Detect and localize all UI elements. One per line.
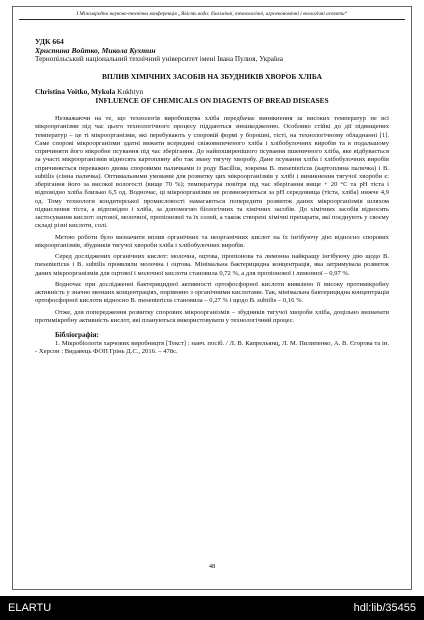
p1-line: високих температур не всі мікроорганізми під час цього технологічного процесу <box>35 115 389 131</box>
udk-code: УДК 664 <box>35 37 64 46</box>
p5-line: використовувати у технологічний процес. <box>176 316 295 324</box>
p1-line: температура повітря під час зберігання вище + 20 °С та рН тіста і відповідно хліба <box>35 181 389 197</box>
p5-line: хвороби хліба, доцільно визначати протимікробну активність кислот, які плануються <box>35 308 390 324</box>
p1-line: псування хліба і хлібобулочних виробів спричиняється переважно двома споровими <box>35 156 389 172</box>
p1-line: близько 6,5 од. Водночас, ці мікроорганізми не розмножуються за рН середовища <box>84 189 320 197</box>
p5-line: Отже, для попередження розвитку спорових мікроорганізмів – збудників тягучої <box>55 308 288 316</box>
p1-line: виникнення тягучої хвороби є: зберігання його за високої вологості (вище 70 %); <box>35 172 390 188</box>
running-header: I Міжнародна науково-технічна конференція „Якість води: біохімічні, технологічні, агроекономічні і екологічні аспекти“ <box>76 11 348 17</box>
p4-line: Водночас при дослідженні бактерицидної активності ортофосфорної кислоти <box>55 280 285 288</box>
p4-line: ортофосфорної кислоти відносно B. mesentericus становила – 0,27 % і щодо B. subtilis – <box>35 297 282 305</box>
bibliography-item <box>35 340 389 357</box>
p1-line: паличками із роду Bacillus, зокрема B. mesentericus (картоплянa паличка) і B. subtilis <box>35 164 389 180</box>
authors-en-bold: Christina Voitko, Mykola <box>35 87 116 96</box>
p1-line: (сінна паличка). Оптимальними умовами для розвитку цих мікроорганізмів у хлібі і <box>56 172 299 180</box>
p1-line: хліба, за допомогою біологічних та хімічних засобів. До хімічних засобів відносять <box>136 205 389 213</box>
repository-name: ELARTU <box>8 602 52 614</box>
p1-line: хліба і хлібобулочних виробів та в подальшому спричиняти його мікробне псування під <box>35 139 389 155</box>
p1-line: (тіста, хліба) нижче 4,9 од. Тому технологи кондитерської промисловості намагаються <box>35 189 389 205</box>
p1-line: піддаються знешкодженню. Особливо стійкі до дії підвищених температур – це ті <box>35 123 389 139</box>
article-content <box>35 37 389 357</box>
p2-line: Метою роботи було визначити вплив органічних та неорганічних кислот на їх <box>55 233 288 241</box>
p1-line: застосування кислот: оцтової, молочної, пропіонової та їх солей, а також створені <box>35 214 267 221</box>
p1-line: участі мікроорганізмів відносять картопляну або так звану тягучу хворобу. Дане <box>42 156 274 164</box>
p4-line: порівняно з органічними кислотами. Так, мінімальна бактерицидна концентрація <box>160 289 389 296</box>
p1-line: Незважаючи на те, що технологія виробництва хліба передбачає виникнення за <box>55 115 303 122</box>
authors-en-rest: Kukhtyn <box>115 87 144 96</box>
p1-line: мікроорганізми, які перебувають у споровій формі у борошні, тісті, на технологічному <box>91 131 344 139</box>
p3-line: найкращу інгібуючу дію щодо B. mesentericus і B. subtilis проявляли молочна і оцтова. <box>35 253 389 269</box>
p1-line: час зберігання. До найпоширенішого псування пшеничного хліба, яке відбувається за <box>35 148 389 164</box>
title-en: INFLUENCE OF CHEMICALS ON DIAGENTS OF BREAD DISEASES <box>95 96 329 105</box>
title-ua: ВПЛИВ ХІМІЧНИХ ЗАСОБІВ НА ЗБУДНИКІВ ХВОРОБ ХЛІБА <box>102 72 322 81</box>
p4-line: виявлено її високу протимікробну активність у значно менших концентраціях, <box>35 280 389 296</box>
handle-id: hdl:lib/35455 <box>353 602 416 614</box>
bibliography-title: Бібліографія: <box>55 331 99 339</box>
p1-line: попередити розвиток даних мікроорганізмів шляхом підкислення тіста, а відповідно і <box>35 197 389 213</box>
paragraph-1 <box>35 115 389 231</box>
p2-line: хлібобулочних виробів. <box>178 241 245 249</box>
biblio-line: 1. Мікробіологія харчових виробництв [Текст] : навч. посіб. / Л. В. Капрельянц, <box>55 340 281 347</box>
p1-line: хімічні препарати, які поєднують у своєму складі різні кислоти, солі. <box>35 214 389 230</box>
paragraph-3 <box>35 253 389 278</box>
paragraph-5 <box>35 309 389 326</box>
footer-bar <box>0 596 424 620</box>
document-page <box>12 6 412 590</box>
p4-line: 0,16 %. <box>282 297 304 305</box>
paragraph-4 <box>35 281 389 306</box>
p2-line: інгібуючу дію відносно спорових мікроорганізмів, збудників тягучої хвороби хліба і <box>35 233 389 249</box>
biblio-line: 478с. <box>163 348 178 356</box>
p3-line: Серед досліджених органічних кислот: молочна, оцтова, пропіонова та лимонна <box>55 253 290 260</box>
p3-line: лимонної – 0,97 %. <box>296 269 350 277</box>
p1-line: обладнанні [1]. Саме спорові мікроорганізми здатні вижити всередині свіжовипеченого <box>35 131 389 147</box>
header-rule <box>19 19 405 20</box>
p3-line: мікроорганізмів для оцтової і молочної кислоти становила 0,72 %, а для пропіонової і <box>53 269 295 277</box>
p3-line: Мінімальна бактерицидна концентрація, яка затримувала розвиток даних <box>35 261 389 277</box>
page-number: 48 <box>208 563 216 570</box>
authors-ua: Христина Войтко, Микола Кухтин <box>35 46 156 55</box>
biblio-line: Л. М. Пилипенко, А. В. Єгорова та ін. - Херсон : Видавець ФОП Грінь Д.С., 2016. – <box>35 340 389 356</box>
authors-en <box>35 87 389 96</box>
affiliation: Тернопільський національний технічний університет імені Івана Пулюя, Україна <box>35 55 283 63</box>
article-body <box>35 115 389 325</box>
paragraph-2 <box>35 234 389 251</box>
